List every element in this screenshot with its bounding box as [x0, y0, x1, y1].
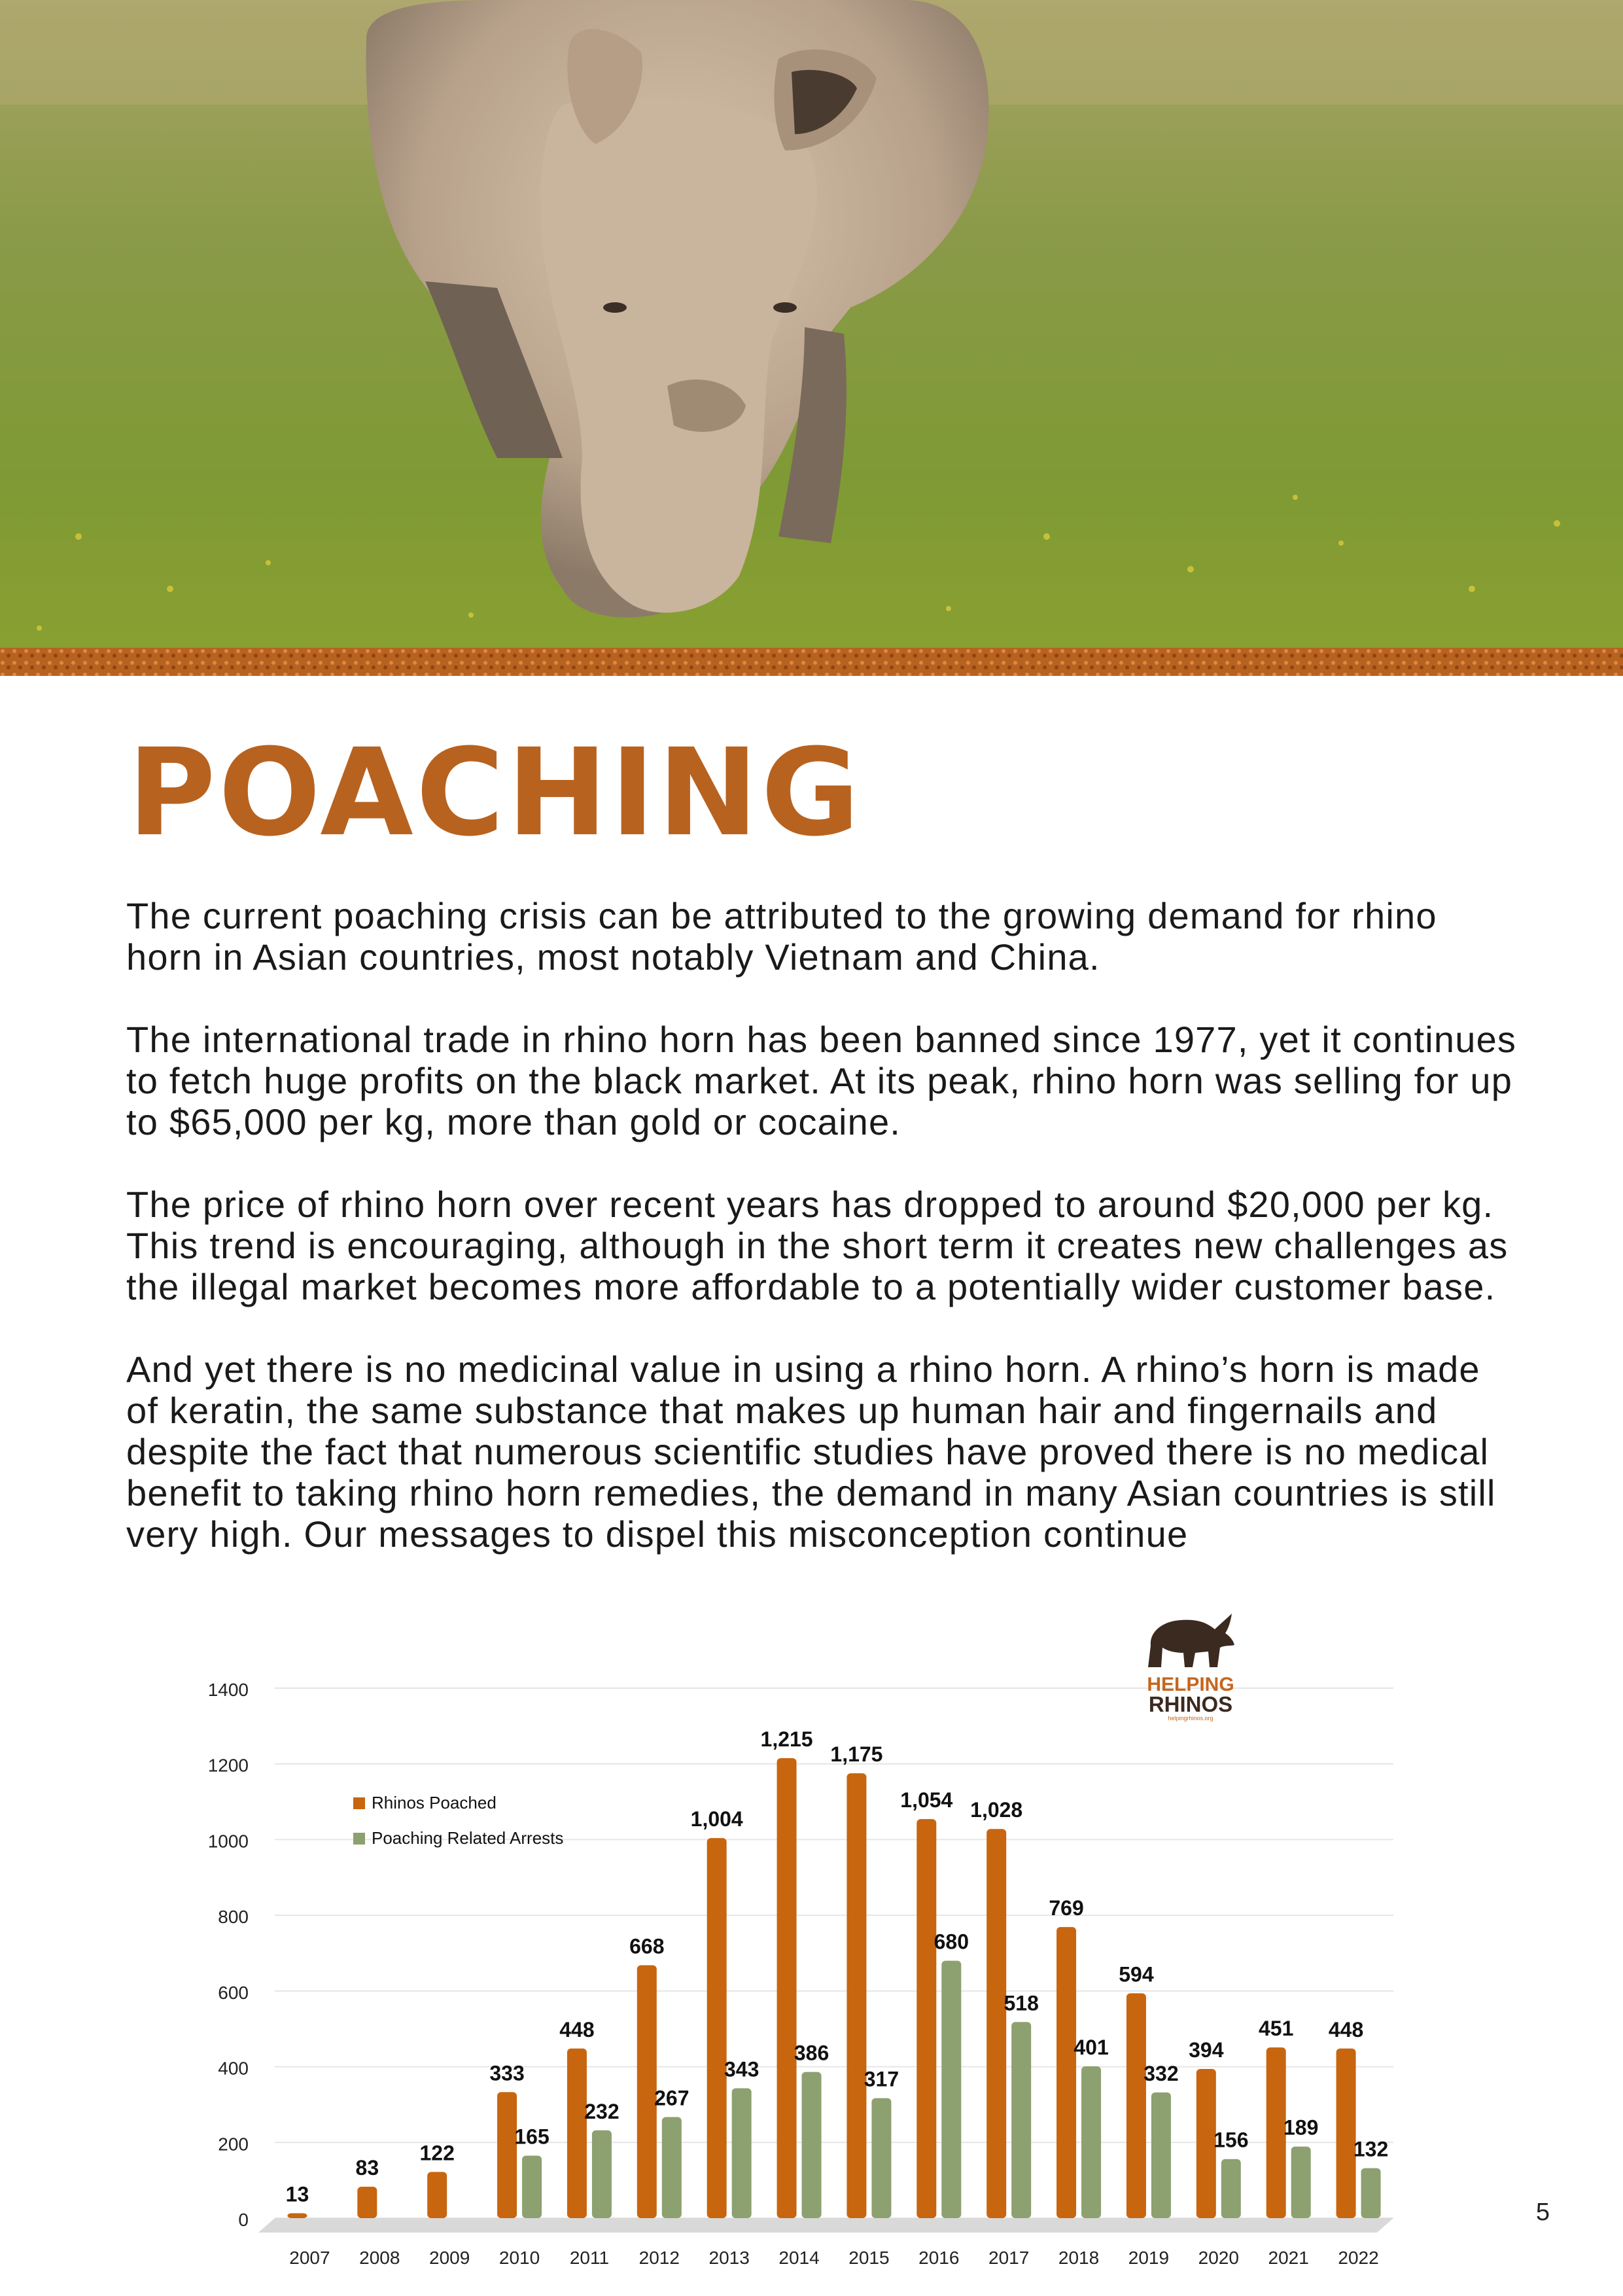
- x-tick-label: 2014: [778, 2248, 820, 2268]
- helping-rhinos-logo: [1142, 1610, 1240, 1721]
- data-label-rhinos-poached: 1,028: [970, 1798, 1023, 1822]
- logo-line-2: RHINOS: [1148, 1692, 1233, 1716]
- bar-poaching-arrests: [522, 2156, 542, 2218]
- data-label-rhinos-poached: 1,054: [900, 1788, 953, 1812]
- x-tick-label: 2021: [1268, 2248, 1309, 2268]
- x-tick-label: 2018: [1058, 2248, 1100, 2268]
- bar-rhinos-poached: [846, 1773, 866, 2218]
- legend-label-poached: Rhinos Poached: [372, 1793, 497, 1812]
- data-label-rhinos-poached: 1,215: [760, 1727, 813, 1752]
- bar-rhinos-poached: [986, 1829, 1006, 2218]
- paragraph: The price of rhino horn over recent years has dropped to around $20,000 per kg. This trend is encouraging, although in the short term it creates new challenges as the illegal market becomes more affordable to a potentially wider customer base.: [126, 1184, 1509, 1307]
- data-label-poaching-arrests: 317: [864, 2067, 899, 2091]
- page-title: POACHING: [128, 723, 863, 863]
- data-label-rhinos-poached: 448: [1328, 2017, 1364, 2041]
- bar-rhinos-poached: [567, 2049, 587, 2218]
- data-label-poaching-arrests: 156: [1213, 2128, 1249, 2152]
- article-body: [126, 895, 1520, 1596]
- y-tick-label: 0: [238, 2210, 249, 2230]
- y-tick-label: 1000: [207, 1831, 249, 1852]
- x-tick-label: 2015: [848, 2248, 890, 2268]
- bar-rhinos-poached: [916, 1819, 936, 2218]
- data-label-rhinos-poached: 1,004: [690, 1807, 743, 1831]
- data-label-poaching-arrests: 267: [654, 2086, 689, 2110]
- x-tick-label: 2016: [918, 2248, 960, 2268]
- data-label-rhinos-poached: 769: [1049, 1896, 1084, 1920]
- x-tick-label: 2019: [1128, 2248, 1170, 2268]
- bar-poaching-arrests: [1361, 2168, 1381, 2218]
- bar-rhinos-poached: [287, 2213, 307, 2218]
- data-label-poaching-arrests: 680: [934, 1930, 969, 1954]
- x-tick-label: 2009: [429, 2248, 470, 2268]
- paragraph: The international trade in rhino horn has been banned since 1977, yet it continues to fetch huge profits on the black market. At its peak, rhino horn was selling for up to $65,000 per kg, more than gold or cocaine.: [126, 1019, 1517, 1142]
- data-label-rhinos-poached: 13: [285, 2182, 309, 2206]
- paragraph: The current poaching crisis can be attributed to the growing demand for rhino horn in Asian countries, most notably Vietnam and China.: [126, 895, 1437, 978]
- bar-poaching-arrests: [871, 2098, 891, 2218]
- data-label-poaching-arrests: 343: [724, 2057, 759, 2081]
- x-tick-label: 2012: [638, 2248, 680, 2268]
- x-tick-label: 2008: [359, 2248, 400, 2268]
- bar-poaching-arrests: [1081, 2066, 1101, 2218]
- data-label-rhinos-poached: 394: [1189, 2038, 1224, 2062]
- bar-rhinos-poached: [1336, 2049, 1356, 2218]
- bar-poaching-arrests: [802, 2072, 822, 2218]
- x-tick-label: 2020: [1198, 2248, 1239, 2268]
- bar-poaching-arrests: [662, 2117, 682, 2218]
- bar-poaching-arrests: [1151, 2093, 1171, 2218]
- bar-poaching-arrests: [732, 2089, 752, 2218]
- hero-photo: [0, 0, 1623, 676]
- x-tick-label: 2013: [708, 2248, 750, 2268]
- bar-rhinos-poached: [357, 2187, 377, 2218]
- data-label-poaching-arrests: 132: [1353, 2137, 1389, 2161]
- y-tick-label: 1400: [207, 1680, 249, 1700]
- data-label-rhinos-poached: 333: [489, 2061, 525, 2085]
- bar-poaching-arrests: [1221, 2159, 1241, 2218]
- data-label-rhinos-poached: 668: [629, 1934, 665, 1958]
- x-tick-label: 2007: [289, 2248, 330, 2268]
- page-number: 5: [1535, 2199, 1550, 2226]
- data-label-poaching-arrests: 189: [1283, 2115, 1319, 2140]
- paragraph: And yet there is no medicinal value in using a rhino horn. A rhino’s horn is made of keratin, the same substance that makes up human hair and fingernails and despite the fact that numerous scientific studies have proved there is no medical benefit to taking rhino horn remedies, the demand in many Asian countries is still very high. Our messages to dispel this misconception continue: [126, 1349, 1496, 1555]
- logo-line-1: HELPING: [1147, 1674, 1234, 1695]
- y-tick-label: 600: [218, 1982, 249, 2003]
- bar-poaching-arrests: [941, 1961, 961, 2218]
- data-label-rhinos-poached: 122: [419, 2141, 455, 2165]
- bar-rhinos-poached: [497, 2092, 517, 2218]
- bar-poaching-arrests: [592, 2130, 612, 2218]
- x-tick-label: 2011: [569, 2248, 610, 2268]
- data-label-rhinos-poached: 1,175: [830, 1742, 883, 1767]
- y-tick-label: 200: [218, 2134, 249, 2155]
- data-label-poaching-arrests: 401: [1073, 2035, 1109, 2059]
- rhino-photo: [0, 0, 1623, 676]
- data-label-poaching-arrests: 165: [514, 2125, 550, 2149]
- bar-rhinos-poached: [1056, 1927, 1076, 2218]
- rhino-logo-icon: [1142, 1610, 1240, 1675]
- x-tick-label: 2010: [498, 2248, 540, 2268]
- bar-rhinos-poached: [427, 2172, 447, 2218]
- bar-poaching-arrests: [1291, 2147, 1311, 2218]
- data-label-poaching-arrests: 232: [584, 2099, 620, 2123]
- x-tick-label: 2022: [1338, 2248, 1379, 2268]
- data-label-rhinos-poached: 83: [355, 2155, 379, 2180]
- data-label-rhinos-poached: 594: [1119, 1962, 1154, 1987]
- x-tick-label: 2017: [988, 2248, 1030, 2268]
- bar-rhinos-poached: [707, 1838, 727, 2218]
- chart-floor: [258, 2218, 1393, 2233]
- bar-rhinos-poached: [777, 1758, 797, 2218]
- data-label-rhinos-poached: 451: [1258, 2017, 1294, 2041]
- bar-rhinos-poached: [1126, 1993, 1146, 2218]
- y-tick-label: 800: [218, 1907, 249, 1928]
- data-label-poaching-arrests: 386: [794, 2041, 829, 2065]
- legend-swatch-arrests: [353, 1833, 365, 1845]
- bar-poaching-arrests: [1011, 2022, 1031, 2218]
- y-tick-label: 400: [218, 2058, 249, 2079]
- legend-label-arrests: Poaching Related Arrests: [372, 1828, 564, 1848]
- data-label-poaching-arrests: 332: [1143, 2061, 1179, 2085]
- legend-swatch-poached: [353, 1797, 365, 1809]
- data-label-poaching-arrests: 518: [1003, 1991, 1039, 2015]
- y-tick-label: 1200: [207, 1755, 249, 1776]
- logo-url: helpingrhinos.org: [1168, 1715, 1213, 1722]
- data-label-rhinos-poached: 448: [559, 2017, 595, 2041]
